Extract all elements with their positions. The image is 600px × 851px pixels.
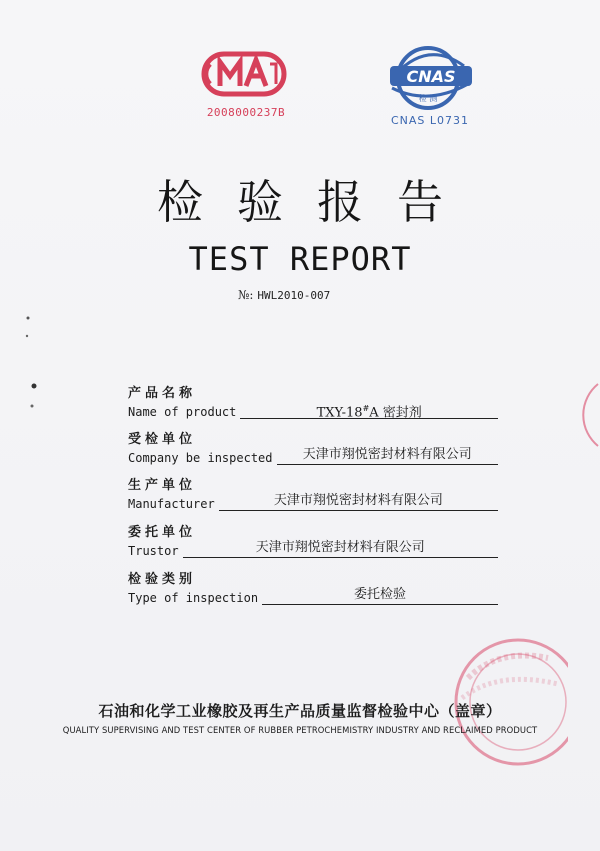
cnas-logo: [382, 44, 478, 134]
field-value: 天津市翔悦密封材料有限公司: [219, 494, 498, 511]
field-product-name: [128, 382, 498, 419]
field-value: 天津市翔悦密封材料有限公司: [183, 541, 498, 558]
field-label-en: Type of inspection: [128, 591, 259, 605]
field-value: 委托检验: [262, 588, 498, 605]
official-seal-icon: [418, 618, 568, 768]
field-manufacturer: [128, 474, 498, 511]
field-label-en: Name of product: [128, 405, 237, 419]
cnas-mark-icon: [382, 44, 478, 114]
field-label-cn: 委托单位: [128, 525, 197, 540]
binding-hole-icon: [22, 310, 42, 420]
field-inspection-type: [128, 568, 498, 605]
product-model-sup: #: [362, 404, 370, 413]
field-label-cn: 产品名称: [128, 386, 197, 401]
field-label-cn: 检验类别: [128, 572, 197, 587]
field-value: [240, 402, 498, 419]
field-inspected-company: [128, 428, 498, 465]
field-label-cn: 受检单位: [128, 432, 197, 447]
cnas-wordmark: CNAS: [406, 67, 456, 86]
field-label-en: Trustor: [128, 544, 179, 558]
field-label-en: Manufacturer: [128, 497, 215, 511]
cma-mark-icon: [196, 46, 292, 106]
field-label-en: Company be inspected: [128, 451, 273, 465]
cnas-code: CNAS L0731: [390, 114, 470, 127]
cma-logo: [196, 46, 292, 126]
report-number-value: HWL2010-007: [257, 289, 331, 302]
field-trustor: [128, 521, 498, 558]
title-chinese: 检验报告: [157, 175, 477, 229]
issuer-english: QUALITY SUPERVISING AND TEST CENTER OF RUBBER PETROCHEMISTRY INDUSTRY AND RECLAIMED PRODUCT: [62, 726, 538, 736]
cma-code: 2008000237B: [206, 106, 286, 119]
cnas-subtitle: 检 测: [418, 94, 438, 103]
product-model: TXY-18: [316, 405, 363, 421]
title-english: TEST REPORT: [188, 240, 412, 278]
field-label-cn: 生产单位: [128, 478, 197, 493]
field-value: 天津市翔悦密封材料有限公司: [277, 448, 499, 465]
product-type: A 密封剂: [369, 405, 422, 421]
report-number-label: №:: [238, 288, 254, 302]
seal-edge-icon: [568, 380, 600, 450]
issuer-chinese: 石油和化学工业橡胶及再生产品质量监督检验中心（盖章）: [98, 702, 502, 720]
report-number: [238, 288, 330, 302]
